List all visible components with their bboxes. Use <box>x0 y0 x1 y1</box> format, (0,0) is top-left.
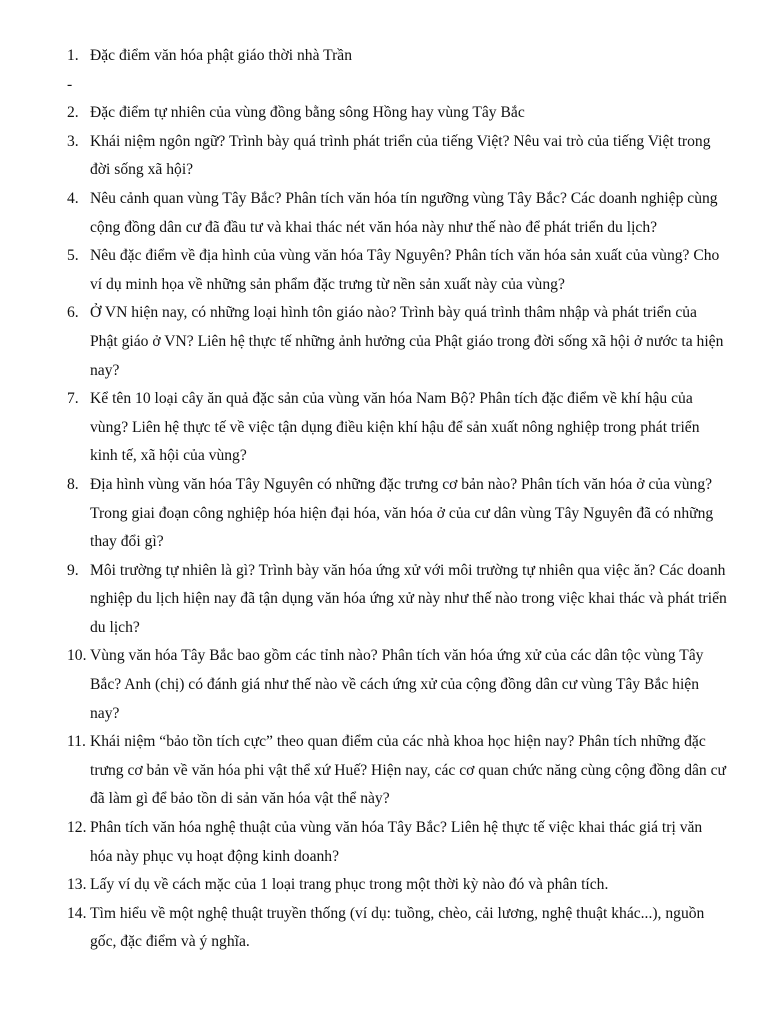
list-item-6 <box>67 299 727 385</box>
item-number: 14. <box>67 904 87 922</box>
question-list <box>67 42 727 957</box>
item-number: 13. <box>67 876 87 894</box>
item-number: 11. <box>67 733 86 751</box>
item-text: Khái niệm ngôn ngữ? Trình bày quá trình phát triển của tiếng Việt? Nêu vai trò của tiếng Việt trong đời sống xã hội? <box>90 132 711 179</box>
list-item-11 <box>67 728 727 814</box>
item-text: Kể tên 10 loại cây ăn quả đặc sản của vùng văn hóa Nam Bộ? Phân tích đặc điểm về khí hậu của vùng? Liên hệ thực tế về việc tận dụng điều kiện khí hậu để sản xuất nông nghiệp trong phát triển kinh tế, xã hội của vùng? <box>90 390 700 465</box>
list-item-14 <box>67 900 727 957</box>
item-number: 6. <box>67 304 79 322</box>
item-number: 12. <box>67 819 87 837</box>
item-number: 2. <box>67 104 79 122</box>
list-item-10 <box>67 642 727 728</box>
list-item-7 <box>67 385 727 471</box>
item-text: Khái niệm “bảo tồn tích cực” theo quan điểm của các nhà khoa học hiện nay? Phân tích những đặc trưng cơ bản về văn hóa phi vật thể xứ Huế? Hiện nay, các cơ quan chức năng cùng cộng đồng dân cư đã làm gì để bảo tồn di sản văn hóa vật thể này? <box>90 733 727 808</box>
item-number: 9. <box>67 561 79 579</box>
list-item-3 <box>67 128 727 185</box>
list-item-1 <box>67 42 727 71</box>
list-item-9 <box>67 557 727 643</box>
item-text: Môi trường tự nhiên là gì? Trình bày văn hóa ứng xử với môi trường tự nhiên qua việc ăn? Các doanh nghiệp du lịch hiện nay đã tận dụng văn hóa ứng xử này như thế nào trong việc khai thác và phát triển du lịch? <box>90 561 727 636</box>
list-item-5 <box>67 242 727 299</box>
list-item-12 <box>67 814 727 871</box>
item-text: Lấy ví dụ về cách mặc của 1 loại trang phục trong một thời kỳ nào đó và phân tích. <box>90 876 609 894</box>
list-item-4 <box>67 185 727 242</box>
item-text: Tìm hiểu về một nghệ thuật truyền thống (ví dụ: tuồng, chèo, cải lương, nghệ thuật khác...), nguồn gốc, đặc điểm và ý nghĩa. <box>90 904 705 951</box>
separator-dash: - <box>67 75 73 93</box>
item-text: Địa hình vùng văn hóa Tây Nguyên có những đặc trưng cơ bản nào? Phân tích văn hóa ở của vùng? Trong giai đoạn công nghiệp hóa hiện đại hóa, văn hóa ở của cư dân vùng Tây Nguyên đã có những thay đổi gì? <box>90 475 714 551</box>
item-text: Phân tích văn hóa nghệ thuật của vùng văn hóa Tây Bắc? Liên hệ thực tế việc khai thác giá trị văn hóa này phục vụ hoạt động kinh doanh? <box>90 819 703 865</box>
list-item-8 <box>67 471 727 557</box>
item-number: 5. <box>67 247 79 265</box>
item-text: Ở VN hiện nay, có những loại hình tôn giáo nào? Trình bày quá trình thâm nhập và phát triển của Phật giáo ở VN? Liên hệ thực tế những ảnh hưởng của Phật giáo trong đời sống xã hội ở nước ta hiện nay? <box>90 304 724 379</box>
list-item-13 <box>67 871 727 900</box>
item-number: 10. <box>67 647 87 665</box>
item-number: 1. <box>67 47 79 64</box>
item-number: 3. <box>67 132 79 150</box>
list-item-2 <box>67 99 727 128</box>
item-text: Đặc điểm tự nhiên của vùng đồng bằng sông Hồng hay vùng Tây Bắc <box>90 104 525 122</box>
item-number: 7. <box>67 390 79 408</box>
item-text: Nêu cảnh quan vùng Tây Bắc? Phân tích văn hóa tín ngưỡng vùng Tây Bắc? Các doanh nghiệp cùng cộng đồng dân cư đã đầu tư và khai thác nét văn hóa này như thế nào để phát triển du lịch? <box>90 189 718 236</box>
item-number: 4. <box>67 189 79 207</box>
item-number: 8. <box>67 475 79 493</box>
item-text: Nêu đặc điểm về địa hình của vùng văn hóa Tây Nguyên? Phân tích văn hóa sản xuất của vùng? Cho ví dụ minh họa về những sản phẩm đặc trưng từ nền sản xuất này của vùng? <box>90 247 720 293</box>
item-text: Vùng văn hóa Tây Bắc bao gồm các tỉnh nào? Phân tích văn hóa ứng xử của các dân tộc vùng Tây Bắc? Anh (chị) có đánh giá như thế nào về cách ứng xử của cộng đồng dân cư vùng Tây Bắc hiện nay? <box>90 647 704 722</box>
item-text: Đặc điểm văn hóa phật giáo thời nhà Trần <box>90 47 353 64</box>
